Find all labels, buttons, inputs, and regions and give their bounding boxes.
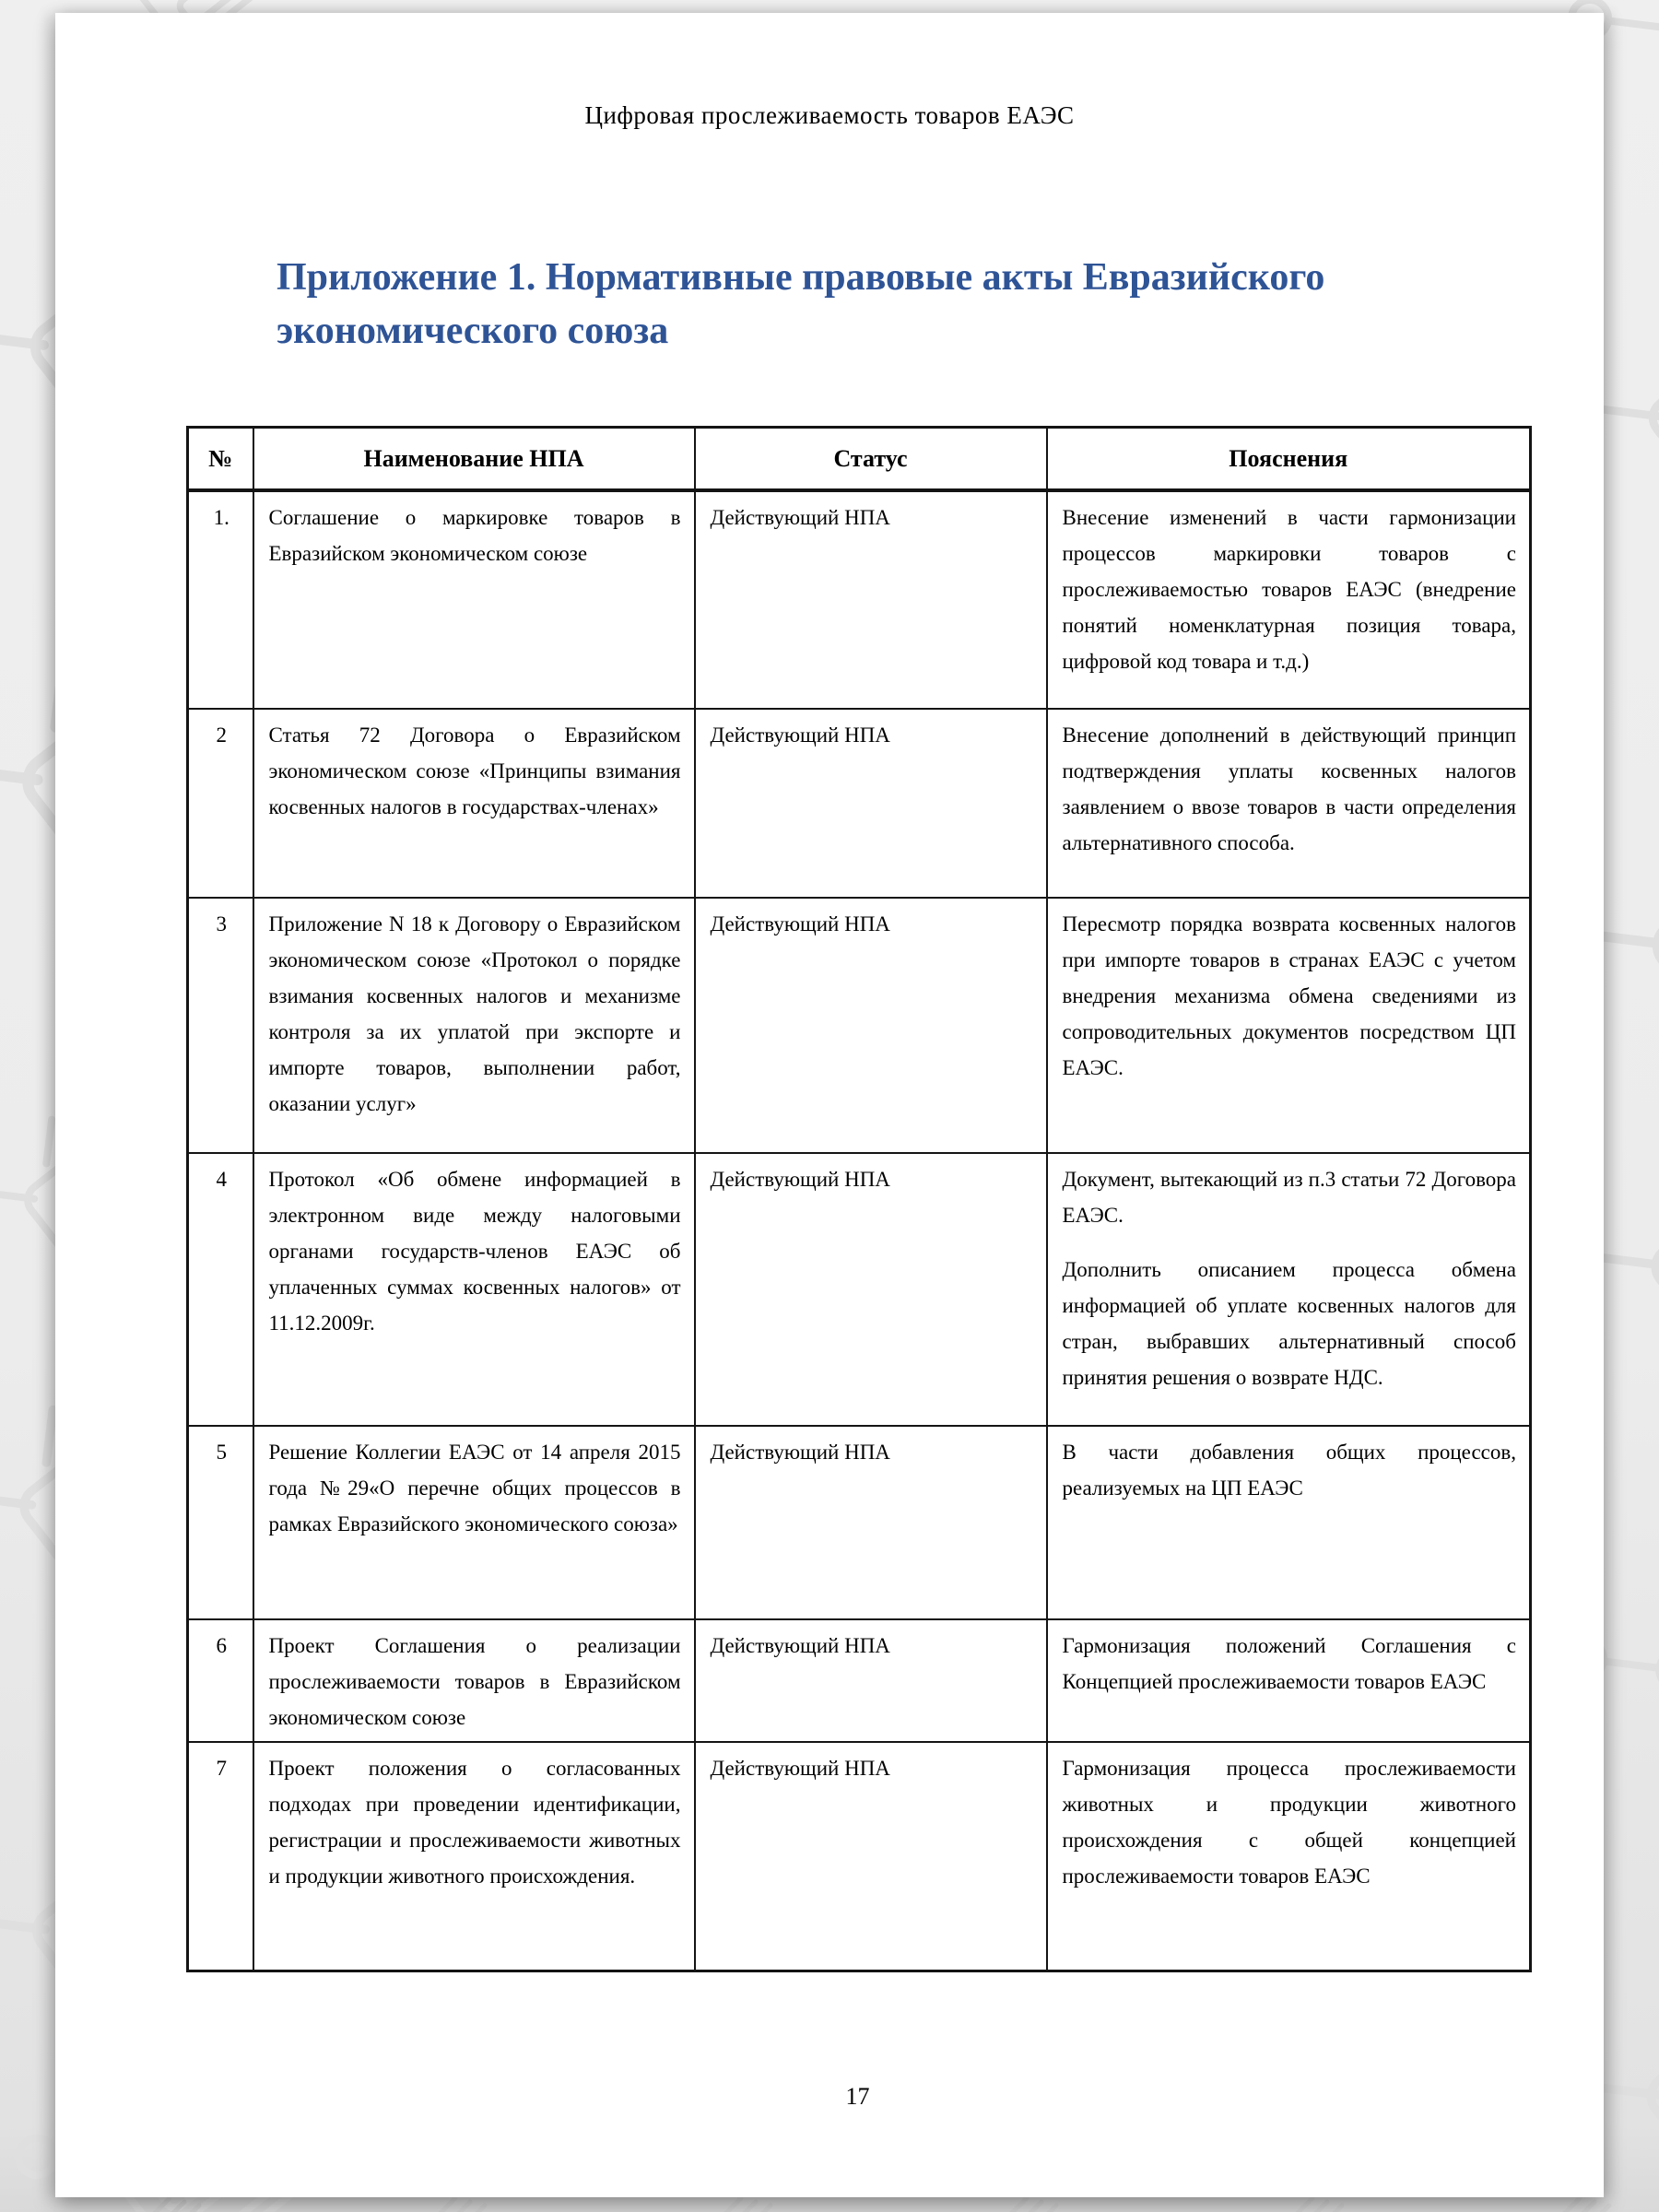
table-row — [188, 709, 1531, 898]
npa-notes — [1047, 1153, 1531, 1426]
table-header-row — [188, 428, 1531, 491]
npa-notes — [1047, 1426, 1531, 1619]
hatch-mark-icon — [980, 2198, 1056, 2212]
note-paragraph: Внесение дополнений в действующий принцип подтверждения уплаты косвенных налогов заявлением о ввозе товаров в части определения альтернативного способа. — [1062, 724, 1516, 854]
note-paragraph: Внесение изменений в части гармонизации процессов маркировки товаров с прослеживаемостью товаров ЕАЭС (внедрение понятий номенклатурная позиция товара, цифровой код товара и т.д.) — [1062, 506, 1516, 673]
note-paragraph: В части добавления общих процессов, реализуемых на ЦП ЕАЭС — [1062, 1441, 1516, 1500]
page-title: Приложение 1. Нормативные правовые акты Евразийского экономического союза — [276, 256, 1325, 352]
npa-status: Действующий НПА — [695, 709, 1047, 898]
npa-status: Действующий НПА — [695, 898, 1047, 1153]
hatch-mark-icon — [694, 2198, 771, 2212]
document-page — [55, 13, 1604, 2197]
note-paragraph: Гармонизация процесса прослеживаемости животных и продукции животного происхождения с общей концепцией прослеживаемости товаров ЕАЭС — [1062, 1757, 1516, 1888]
col-header-number: № — [188, 428, 253, 491]
table-row — [188, 1153, 1531, 1426]
hatch-mark-icon — [1533, 2198, 1609, 2212]
hatch-mark-icon — [1265, 2198, 1342, 2212]
npa-table-body — [188, 490, 1531, 1971]
row-number: 3 — [188, 898, 253, 1153]
npa-status: Действующий НПА — [695, 1742, 1047, 1971]
row-number: 1. — [188, 490, 253, 709]
row-number: 7 — [188, 1742, 253, 1971]
row-number: 5 — [188, 1426, 253, 1619]
hatch-mark-icon — [408, 2198, 485, 2212]
npa-name: Проект положения о согласованных подходах при проведении идентификации, регистрации и прослеживаемости животных и продукции животного происхождения. — [253, 1742, 695, 1971]
table-row — [188, 1619, 1531, 1742]
npa-notes — [1047, 1742, 1531, 1971]
running-header: Цифровая прослеживаемость товаров ЕАЭС — [584, 101, 1075, 129]
npa-status: Действующий НПА — [695, 1426, 1047, 1619]
npa-notes — [1047, 898, 1531, 1153]
npa-name: Соглашение о маркировке товаров в Евразийском экономическом союзе — [253, 490, 695, 709]
row-number: 2 — [188, 709, 253, 898]
npa-table — [186, 426, 1532, 1972]
npa-notes — [1047, 1619, 1531, 1742]
table-row — [188, 1426, 1531, 1619]
col-header-status: Статус — [695, 428, 1047, 491]
col-header-notes: Пояснения — [1047, 428, 1531, 491]
npa-name: Проект Соглашения о реализации прослеживаемости товаров в Евразийском экономическом союзе — [253, 1619, 695, 1742]
npa-name: Протокол «Об обмене информацией в электронном виде между налоговыми органами государств-членов ЕАЭС об уплаченных суммах косвенных налогов» от 11.12.2009г. — [253, 1153, 695, 1426]
table-row — [188, 1742, 1531, 1971]
row-number: 4 — [188, 1153, 253, 1426]
table-row — [188, 490, 1531, 709]
npa-notes — [1047, 709, 1531, 898]
note-paragraph: Гармонизация положений Соглашения с Концепцией прослеживаемости товаров ЕАЭС — [1062, 1634, 1516, 1693]
npa-status: Действующий НПА — [695, 490, 1047, 709]
note-paragraph: Дополнить описанием процесса обмена информацией об уплате косвенных налогов для стран, выбравших альтернативный способ принятия решения о возврате НДС. — [1062, 1258, 1516, 1389]
col-header-name: Наименование НПА — [253, 428, 695, 491]
table-row — [188, 898, 1531, 1153]
npa-name: Приложение N 18 к Договору о Евразийском экономическом союзе «Протокол о порядке взимания косвенных налогов и механизме контроля за их уплатой при экспорте и импорте товаров, выполнении работ, оказании услуг» — [253, 898, 695, 1153]
note-paragraph: Пересмотр порядка возврата косвенных налогов при импорте товаров в странах ЕАЭС с учетом внедрения механизма обмена сведениями из сопроводительных документов посредством ЦП ЕАЭС. — [1062, 912, 1516, 1079]
npa-notes — [1047, 490, 1531, 709]
row-number: 6 — [188, 1619, 253, 1742]
npa-name: Статья 72 Договора о Евразийском экономическом союзе «Принципы взимания косвенных налогов в государствах-членах» — [253, 709, 695, 898]
page-number: 17 — [845, 2083, 870, 2110]
npa-name: Решение Коллегии ЕАЭС от 14 апреля 2015 года №29«О перечне общих процессов в рамках Евразийского экономического союза» — [253, 1426, 695, 1619]
npa-status: Действующий НПА — [695, 1619, 1047, 1742]
note-paragraph: Документ, вытекающий из п.3 статьи 72 Договора ЕАЭС. — [1062, 1168, 1516, 1227]
npa-status: Действующий НПА — [695, 1153, 1047, 1426]
